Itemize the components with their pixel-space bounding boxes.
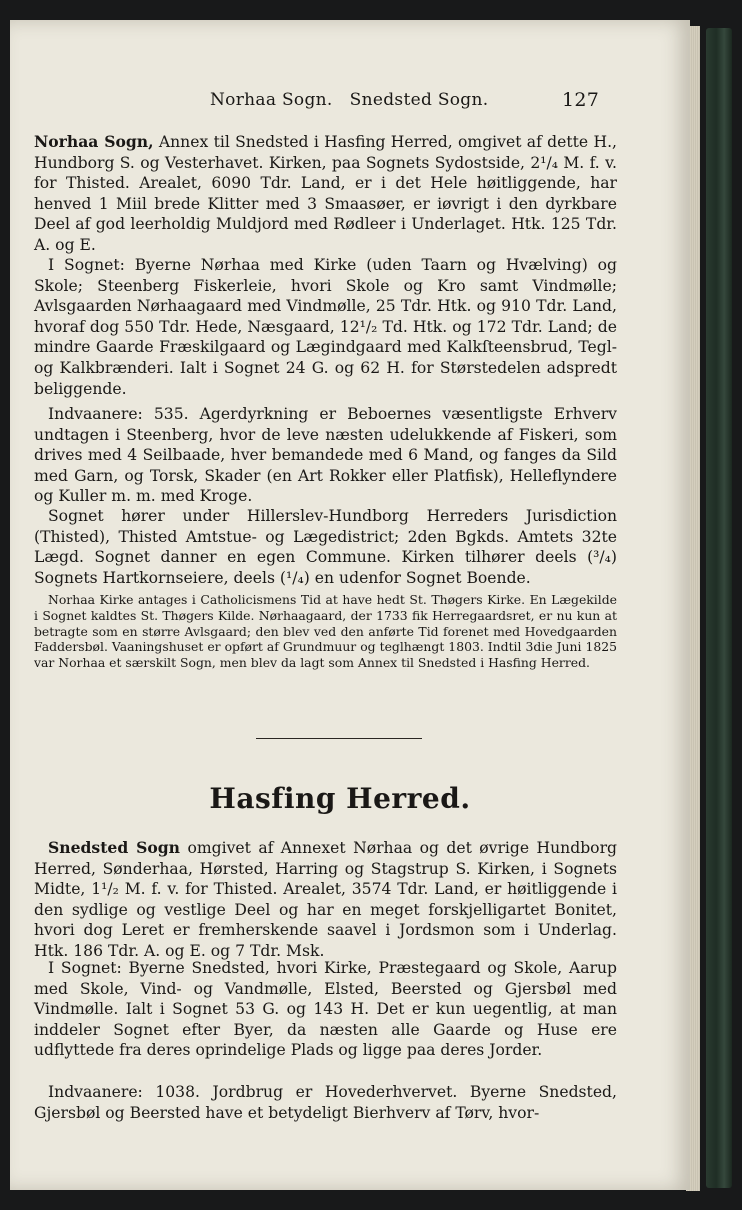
norhaa-villages-paragraph — [34, 255, 617, 399]
snedsted-villages-paragraph — [34, 958, 617, 1061]
norhaa-inhabitants-paragraph — [34, 404, 617, 507]
norhaa-footnote-text: Norhaa Kirke antages i Catholicismens Tid at have hedt St. Thøgers Kirke. En Lægekilde i Sognet kaldtes St. Thøgers Kilde. Nørhaagaard, der 1733 fik Herregaardsret, er nu kun at betragte som en større Avlsgaard; den blev ved den anførte Tid forenet med Hovedgaarden Faddersbøl. Vaaningshuset er opført af Grundmuur og teglhængt 1803. Indtil 3die Juni 1825 var Norhaa et særskilt Sogn, men blev da lagt som Annex til Snedsted i Hasfing Herred. — [34, 592, 617, 671]
norhaa-jurisdiction-paragraph — [34, 506, 617, 588]
snedsted-heading: Snedsted Sogn — [48, 838, 181, 857]
page-number: 127 — [562, 89, 600, 111]
snedsted-intro-text: omgivet af Annexet Nørhaa og det øvrige Hundborg Herred, Sønderhaa, Hørsted, Harring og Stagstrup S. Kirken, i Sognets Midte, 1¹/₂ M. f. v. for Thisted. Arealet, 3574 Tdr. Land, er høitliggende i den sydlige og vestlige Deel og har en meget forskjelligartet Bonitet, hvori dog Leret er fremherskende saavel i Jordsmon som i Underlag. Htk. 186 Tdr. A. og E. og 7 Tdr. Msk. — [34, 839, 618, 960]
book-cover-edge — [706, 28, 732, 1188]
norhaa-inhabitants-text: Indvaanere: 535. Agerdyrkning er Beboernes væsentligste Erhverv undtagen i Steenberg, hvor de leve næsten udelukkende af Fiskeri, som drives med 4 Seilbaade, hver bemandede med 6 Mand, og fanges da Sild med Garn, og Torsk, Skader (en Art Rokker eller Platfisk), Helleflyndere og Kuller m. m. med Kroge. — [34, 405, 617, 506]
snedsted-inhabitants-text: Indvaanere: 1038. Jordbrug er Hovederhvervet. Byerne Snedsted, Gjersbøl og Beersted have et betydeligt Bierhverv af Tørv, hvor- — [34, 1083, 617, 1122]
snedsted-intro-paragraph — [34, 838, 617, 962]
book-page — [10, 20, 690, 1190]
norhaa-intro-paragraph — [34, 132, 617, 256]
norhaa-jurisdiction-text: Sognet hører under Hillerslev-Hundborg Herreders Jurisdiction (Thisted), Thisted Amtstue- og Lægedistrict; 2den Bgkds. Amtets 32te Lægd. Sognet danner en egen Commune. Kirken tilhører deels (³/₄) Sognets Hartkornseiere, deels (¹/₄) en udenfor Sognet Boende. — [34, 507, 617, 587]
snedsted-villages-text: I Sognet: Byerne Snedsted, hvori Kirke, Præstegaard og Skole, Aarup med Skole, Vind- og Vandmølle, Elsted, Beersted og Gjersbøl med Vindmølle. Ialt i Sognet 53 G. og 143 H. Det er kun uegentlig, at man inddeler Sognet efter Byer, da næsten alle Gaarde og Huse ere udflyttede fra deres oprindelige Plads og ligge paa deres Jorder. — [34, 959, 617, 1060]
section-divider — [256, 738, 422, 739]
norhaa-heading: Norhaa Sogn, — [34, 132, 154, 151]
norhaa-villages-text: I Sognet: Byerne Nørhaa med Kirke (uden Taarn og Hvælving) og Skole; Steenberg Fiskerleie, hvori Skole og Kro samt Vindmølle; Avlsgaarden Nørhaagaard med Vindmølle, 25 Tdr. Htk. og 910 Tdr. Land, hvoraf dog 550 Tdr. Hede, Næsgaard, 12¹/₂ Td. Htk. og 172 Tdr. Land; de mindre Gaarde Fræskilgaard og Lægindgaard med Kalkſteensbrud, Tegl- og Kalkbrænderi. Ialt i Sognet 24 G. og 62 H. for Størstedelen adspredt beliggende. — [34, 256, 617, 398]
snedsted-inhabitants-paragraph — [34, 1082, 617, 1123]
norhaa-intro-text: Annex til Snedsted i Hasfing Herred, omgivet af dette H., Hundborg S. og Vesterhavet. Kirken, paa Sognets Sydostside, 2¹/₄ M. f. v. for Thisted. Arealet, 6090 Tdr. Land, er i det Hele høitliggende, har henved 1 Miil brede Klitter med 3 Smaasøer, er iøvrigt i den dyrkbare Deel af god leerholdig Muldjord med Rødleer i Underlaget. Htk. 125 Tdr. A. og E. — [34, 133, 617, 254]
norhaa-footnote — [34, 592, 617, 671]
section-title: Hasfing Herred. — [209, 782, 471, 815]
header-title: Norhaa Sogn. Snedsted Sogn. — [210, 90, 489, 110]
